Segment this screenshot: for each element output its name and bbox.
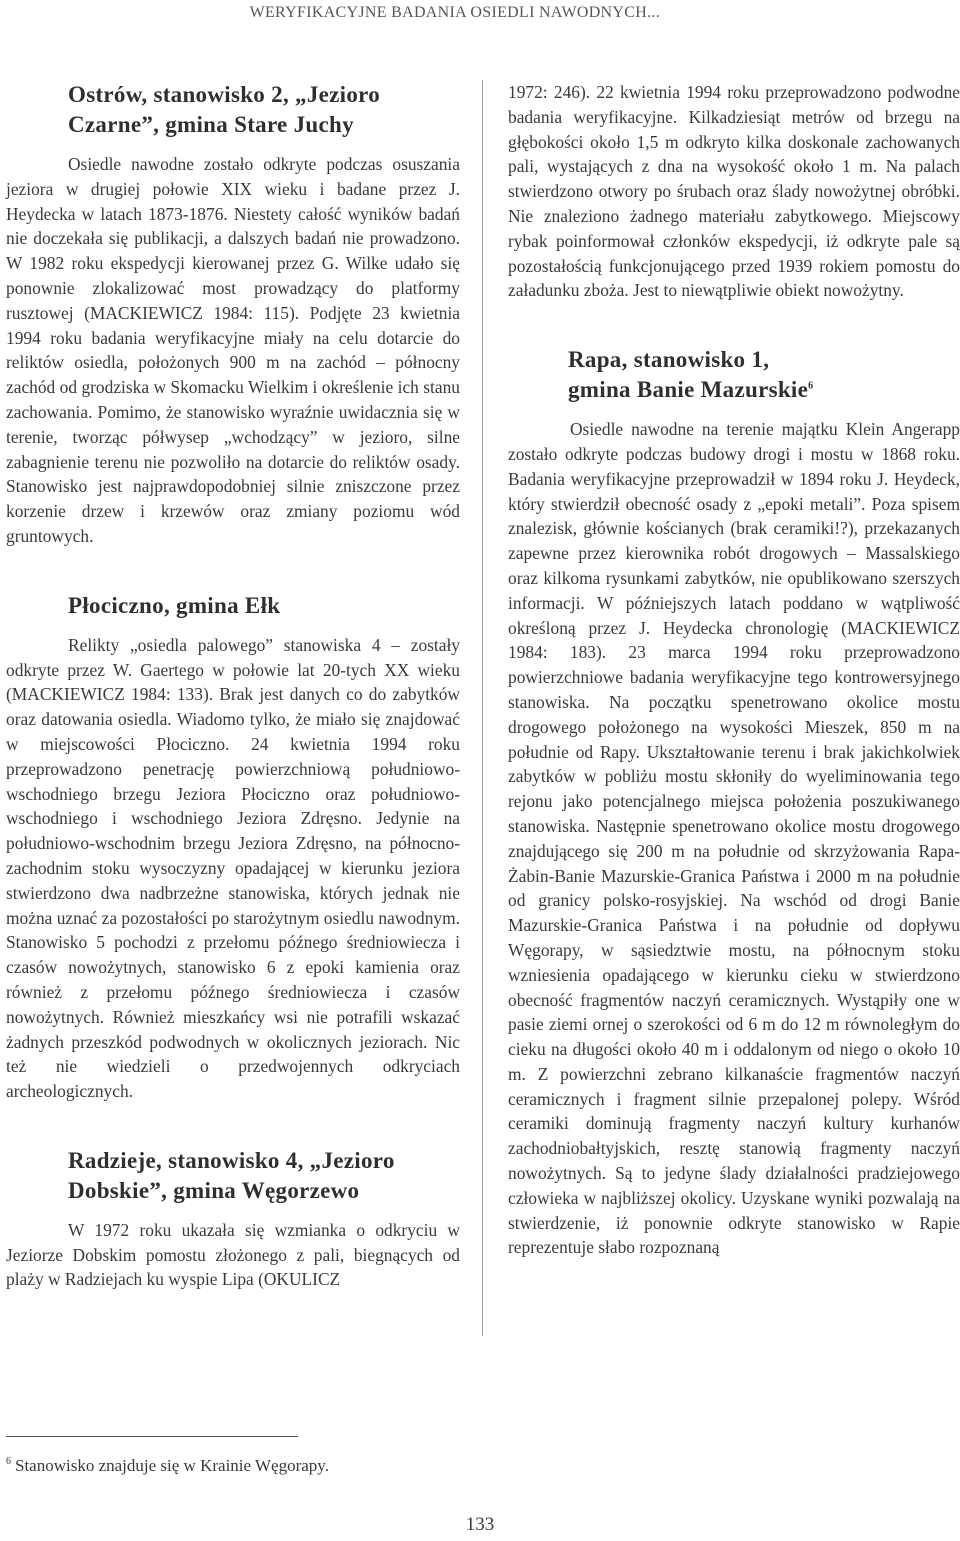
section-title-rapa xyxy=(508,345,960,405)
section-title-plociczno: Płociczno, gmina Ełk xyxy=(68,592,281,618)
section-title-rapa-line1: Rapa, stanowisko 1, xyxy=(568,347,770,373)
radzieje-continuation: 1972: 246). 22 kwietnia 1994 roku przeprowadzono podwodne badania weryfikacyjne. Kilkadziesiąt metrów od brzegu na głębokości około 1,5 m odkryto kilka doskonale zachowanych pali, wystających z dna na wysokość około 1 m. Na palach stwierdzono otwory po śrubach oraz ślady nowożytnej obróbki. Nie znaleziono żadnego materiału zabytkowego. Miejscowy rybak poinformował członków ekspedycji, iż odkryte pale są pozostałością funkcjonującego przed 1939 rokiem pomostu do załadunku zboża. Jest to niewątpliwie obiekt nowożytny. xyxy=(508,82,960,301)
left-column xyxy=(6,80,460,1292)
section-title-radzieje: Radzieje, stanowisko 4, „Jezioro Dobskie”, gmina Węgorzewo xyxy=(68,1147,395,1203)
section-title-ostrow: Ostrów, stanowisko 2, „Jezioro Czarne”, gmina Stare Juchy xyxy=(68,82,381,137)
section-text-rapa: Osiedle nawodne na terenie majątku Klein Angerapp zostało odkryte podczas budowy drogi i mostu w 1868 roku. Badania weryfikacyjne przeprowadził w 1894 roku J. Heydeck, który stwierdził obecność osady z „epoki metali”. Poza spisem znalezisk, głównie kościanych (brak ceramiki!?), przekazanych zapewne przez kierownika robót drogowych – Massalskiego oraz kilkoma rysunkami zabytków, nie opublikowano szerszych informacji. W późniejszych latach poddano w wątpliwość określoną przez J. Heydecka chronologię (MACKIEWICZ 1984: 183). 23 marca 1994 roku przeprowadzono powierzchniowe badania weryfikacyjne tego kontrowersyjnego stanowiska. Na początku spenetrowano okolice mostu drogowego położonego na wysokości Mieszek, 850 m na południe od Rapy. Ukształtowanie terenu i brak jakichkolwiek zabytków w pobliżu mostu skłoniły do wyeliminowania tego rejonu jako potencjalnego miejsca położenia poszukiwanego stanowiska. Następnie spenetrowano okolice mostu drogowego znajdującego się 200 m na południe od skrzyżowania Rapa-Żabin-Banie Mazurskie-Granica Państwa i 2000 m na południe od granicy polsko-rosyjskiej. Na wschód od drogi Banie Mazurskie-Granica Państwa i na południe od dopływu Węgorapy, w sąsiedztwie mostu, na północnym stoku wzniesienia opadającego w kierunku cieku w stwierdzono obecność fragmentów naczyń ceramicznych. Wystąpiły one w pasie ziemi ornej o szerokości od 6 m do 12 m równoległym do cieku na długości około 40 m i oddalonym od niego o około 10 m. Z powierzchni zebrano kilkanaście fragmentów naczyń ceramicznych i fragment silnie przepalonej polepy. Wśród ceramiki dominują fragmenty naczyń kultury kurhanów zachodniobałtyjskich, resztę stanowią fragmenty naczyń nowożytnych. Są to jedyne ślady działalności pradziejowego człowieka w najbliższej okolicy. Uzyskane wyniki pozwalają na stwierdzenie, iż ponownie odkryte stanowisko w Rapie reprezentuje słabo rozpoznaną xyxy=(508,419,960,1258)
footnote-mark: 6 xyxy=(6,1456,11,1468)
section-text-ostrow: Osiedle nawodne zostało odkryte podczas osuszania jeziora w drugiej połowie XIX wieku i badane przez J. Heydecka w latach 1873-1876. Niestety całość wyników badań nie doczekała się publikacji, a dalszych badań nie prowadzono. W 1982 roku ekspedycji kierowanej przez G. Wilke udało się ponownie zlokalizować most prowadzący do platformy rusztowej (MACKIEWICZ 1984: 115). Podjęte 23 kwietnia 1994 roku badania weryfikacyjne miały na celu dotarcie do reliktów osiedla, położonych 900 m na zachód – północny zachód od grodziska w Skomacku Wielkim i określenie ich stanu zachowania. Pomimo, że stanowisko wyraźnie uwidacznia się w terenie, tworząc półwysep „wchodzący” w jezioro, silne zabagnienie terenu nie pozwoliło na dotarcie do reliktów osady. Stanowisko jest najprawdopodobniej silnie zniszczone przez korzenie drzew i krzewów oraz zmiany poziomu wód gruntowych. xyxy=(6,154,460,546)
page-number: 133 xyxy=(465,1514,495,1535)
section-text-plociczno: Relikty „osiedla palowego” stanowiska 4 – zostały odkryte przez W. Gaertego w połowie lat 20-tych XX wieku (MACKIEWICZ 1984: 133). Brak jest danych co do zabytków oraz datowania osiedla. Wiadomo tylko, że miało się znajdować w miejscowości Płociczno. 24 kwietnia 1994 roku przeprowadzono penetrację powierzchniową południowo-wschodniego brzegu Jeziora Płociczno oraz południowo-wschodniego i wschodniego Jeziora Zdręsno. Jedynie na południowo-wschodnim brzegu Jeziora Zdręsno, na północno-zachodnim stoku wysoczyzny opadającej w kierunku jeziora stwierdzono dwa nadbrzeżne stanowiska, których jednak nie można uznać za pozostałości po starożytnym osiedlu nawodnym. Stanowisko 5 pochodzi z przełomu późnego średniowiecza i czasów nowożytnych, stanowisko 6 z epoki kamienia oraz również z przełomu późnego średniowiecza i czasów nowożytnych. Również mieszkańcy wsi nie potrafili wskazać żadnych przeszkód podwodnych w okolicznych jeziorach. Nic też nie wiedzieli o przedwojennych odkryciach archeologicznych. xyxy=(6,634,460,1102)
section-text-radzieje: W 1972 roku ukazała się wzmianka o odkryciu w Jeziorze Dobskim pomostu złożonego z pali, biegnących od plaży w Radziejach ku wyspie Lipa (OKULICZ xyxy=(6,1219,460,1290)
right-column xyxy=(508,80,960,1260)
running-head: WERYFIKACYJNE BADANIA OSIEDLI NAWODNYCH... xyxy=(249,4,660,21)
footnote-reference[interactable]: 6 xyxy=(808,380,814,392)
footnote xyxy=(6,1456,329,1476)
footnote-text: Stanowisko znajduje się w Krainie Węgorapy. xyxy=(15,1456,329,1475)
section-title-rapa-line2: gmina Banie Mazurskie xyxy=(568,377,809,403)
column-divider xyxy=(482,80,483,1336)
footnote-rule xyxy=(6,1436,298,1437)
